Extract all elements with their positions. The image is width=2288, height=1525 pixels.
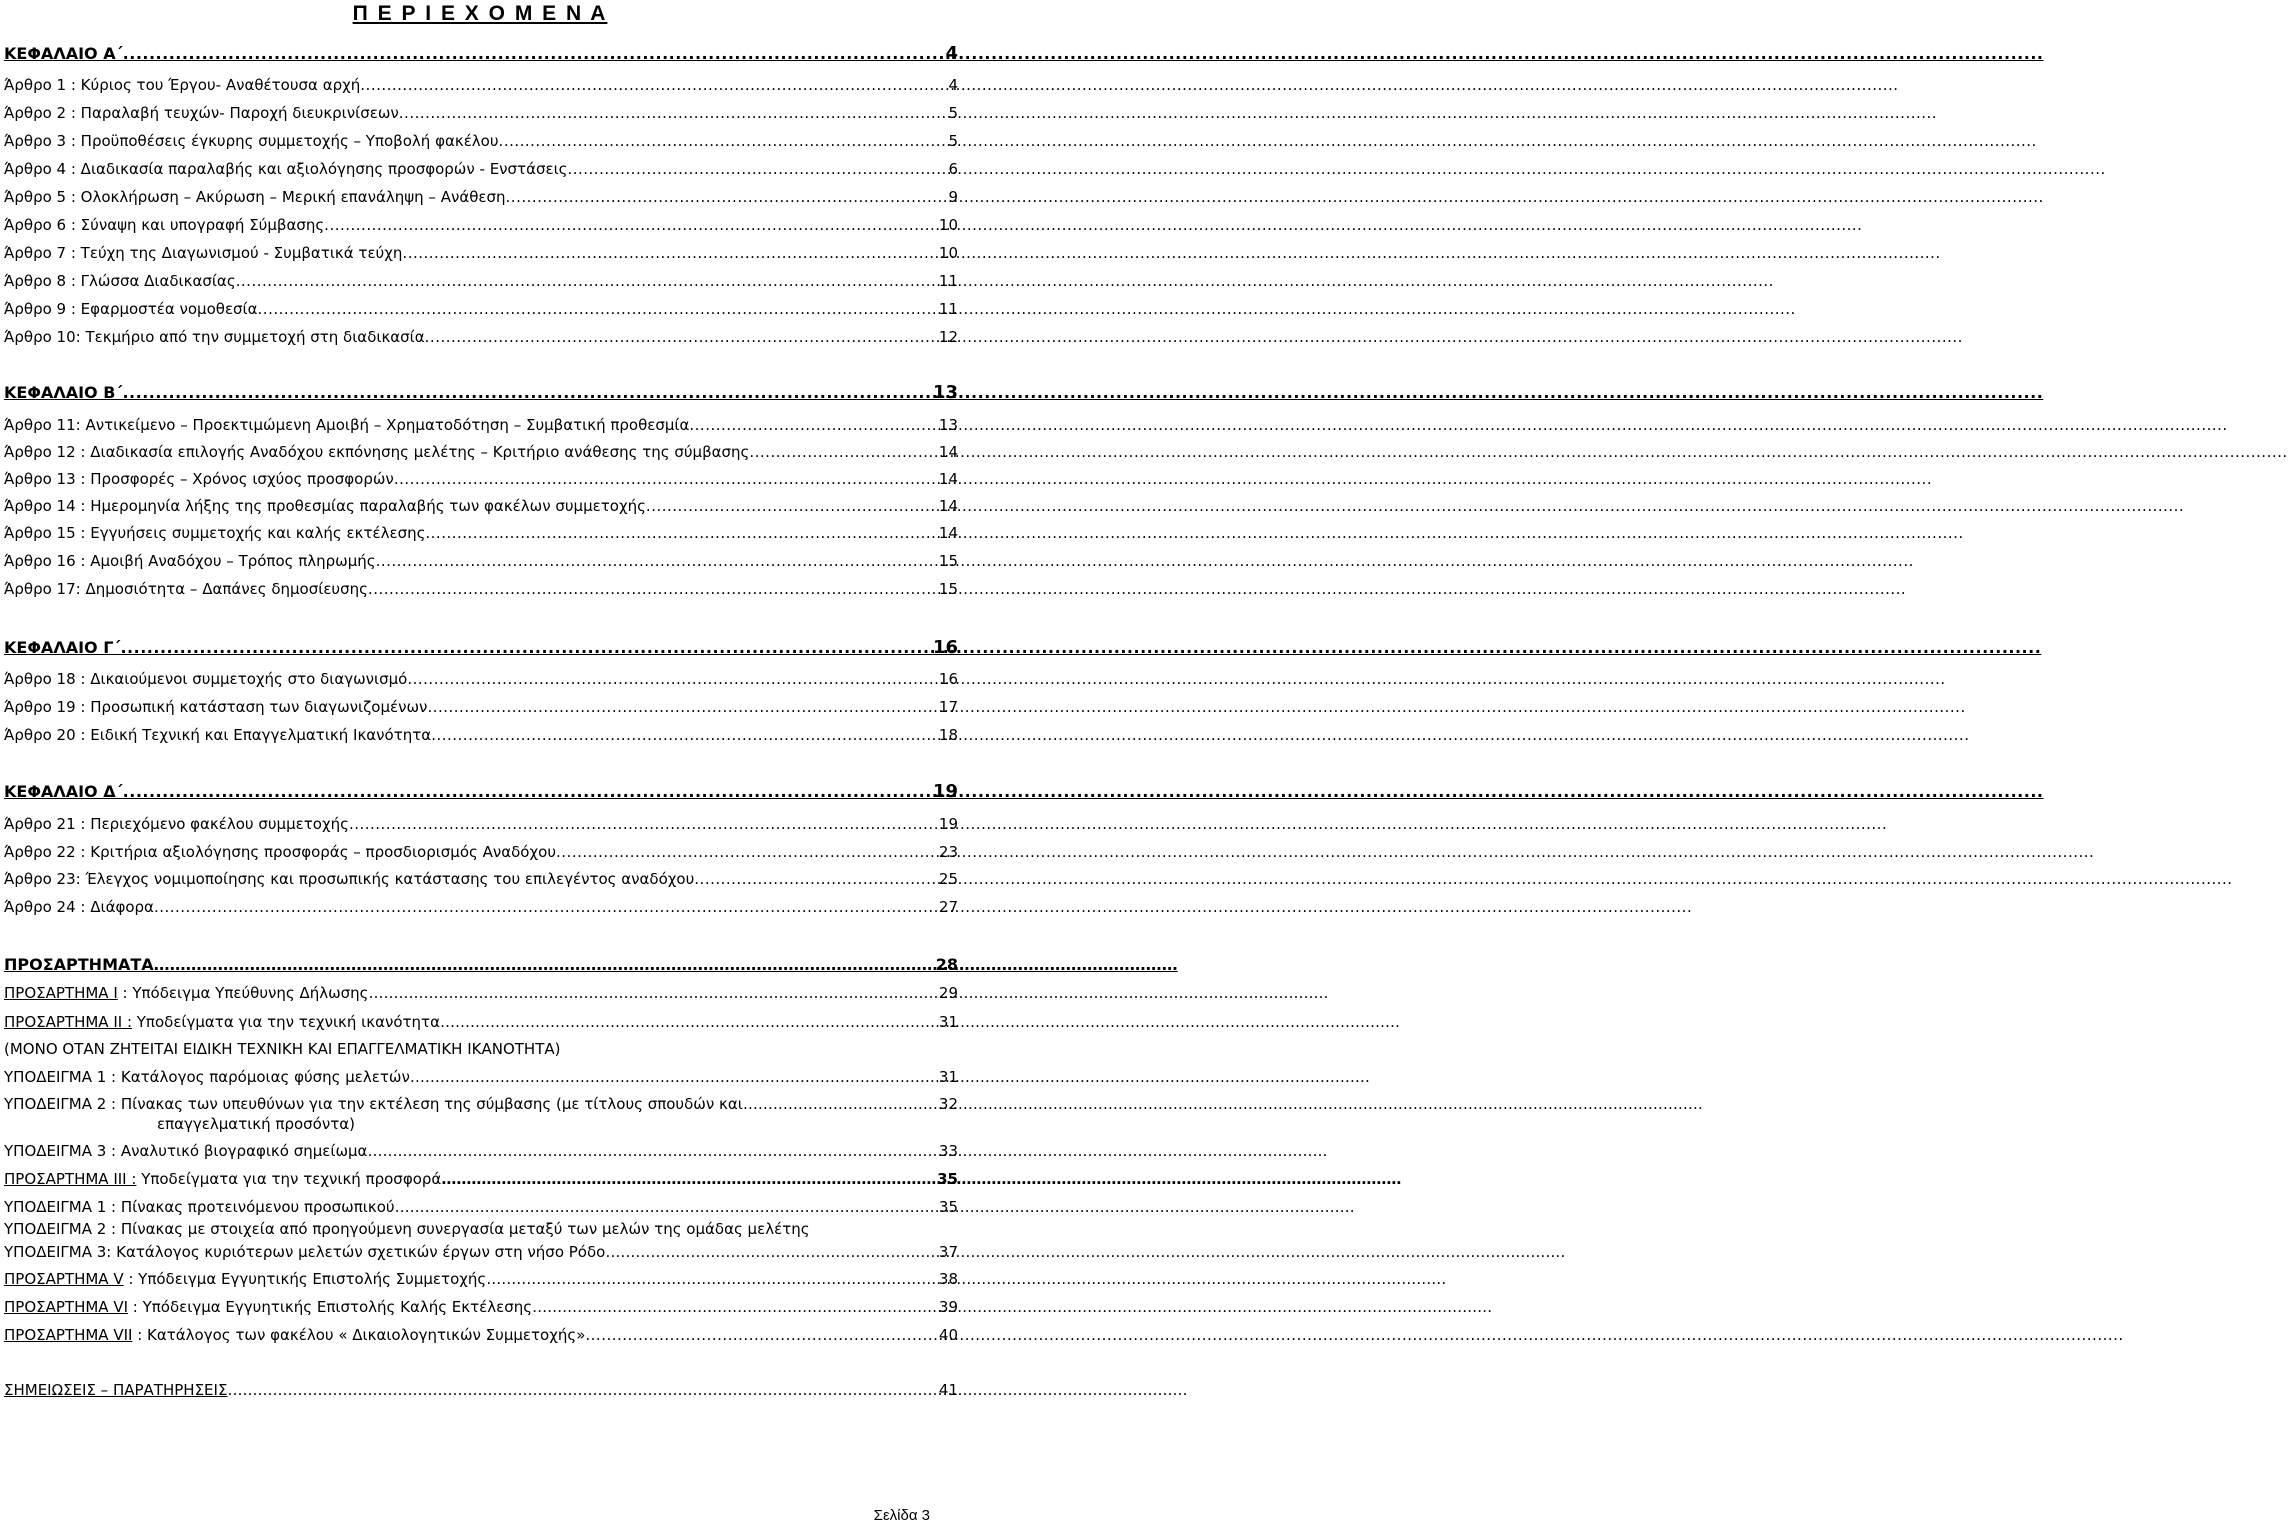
toc-chapter-d[interactable] [4,781,958,805]
appendix-label: ΠΡΟΣΑΡΤΗΜΑ VII [4,1326,133,1344]
dot-leader [367,1140,938,1162]
toc-item[interactable] [4,668,958,692]
toc-item[interactable] [4,130,958,154]
page-number: 4 [945,43,958,64]
page-number: 37 [938,1243,958,1261]
toc-item-text: Άρθρο 3 : Προϋποθέσεις έγκυρης συμμετοχής – Υποβολή φακέλου [4,132,499,150]
toc-item-text: : Κατάλογος των φακέλου « Δικαιολογητικών Συμμετοχής» [132,1326,586,1344]
page-number: 16 [932,637,958,658]
dot-leader [402,242,938,264]
toc-item-text: Άρθρο 24 : Διάφορα [4,898,154,916]
toc-item-text: : Υπόδειγμα Εγγυητικής Επιστολής Καλής Εκτέλεσης [128,1298,533,1316]
toc-item-text: Άρθρο 10: Τεκμήριο από την συμμετοχή στη διαδικασία [4,328,425,346]
dot-leader [506,186,949,208]
toc-item[interactable] [4,414,958,438]
toc-item-text: Άρθρο 23: Έλεγχος νομιμοποίησης και προσωπικής κατάστασης του επιλεγέντος αναδόχου [4,870,695,888]
toc-item-text: Άρθρο 20 : Ειδική Τεχνική και Επαγγελματική Ικανότητα [4,726,432,744]
toc-item-text: ΥΠΟΔΕΙΓΜΑ 1 : Κατάλογος παρόμοιας φύσης μελετών [4,1068,410,1086]
page-number: 11 [938,300,958,318]
page-number: 28 [935,955,958,974]
toc-item-text: Άρθρο 17: Δημοσιότητα – Δαπάνες δημοσίευσης [4,580,368,598]
dot-leader [431,724,939,746]
toc-appendix-7[interactable] [4,1324,958,1348]
toc-item[interactable] [4,186,958,210]
page-number: 31 [938,1013,958,1031]
page-number: 14 [938,497,958,515]
dot-leader [368,982,938,1004]
toc-item[interactable] [4,242,958,266]
toc-item[interactable] [4,841,958,865]
toc-item-text: Άρθρο 4 : Διαδικασία παραλαβής και αξιολόγησης προσφορών - Ενστάσεις [4,160,568,178]
page-number: 14 [938,470,958,488]
dot-leader [399,102,949,124]
chapter-label: ΚΕΦΑΛΑΙΟ Γ΄ [4,638,121,657]
page-number: 33 [938,1142,958,1160]
page-number: 40 [938,1326,958,1344]
toc-item-text: Άρθρο 9 : Εφαρμοστέα νομοθεσία [4,300,258,318]
dot-leader [585,1324,939,1346]
page-number: 10 [938,244,958,262]
toc-item-text: ΥΠΟΔΕΙΓΜΑ 2 : Πίνακας των υπευθύνων για την εκτέλεση της σύμβασης (με τίτλους σπουδών και [4,1095,743,1113]
page-number: 27 [938,898,958,916]
toc-chapter-c[interactable] [4,637,958,661]
dot-leader [694,868,939,890]
toc-item-text: Άρθρο 1 : Κύριος του Έργου- Αναθέτουσα αρχή [4,76,361,94]
toc-item-text: Άρθρο 18 : Δικαιούμενοι συμμετοχής στο διαγωνισμό [4,670,408,688]
toc-item-text: Άρθρο 6 : Σύναψη και υπογραφή Σύμβασης [4,216,325,234]
dot-leader [154,896,939,918]
toc-item[interactable] [4,522,958,546]
toc-item[interactable] [4,326,958,350]
toc-item[interactable] [4,578,958,602]
page-number: 19 [932,781,958,802]
appendix-label: ΠΡΟΣΑΡΤΗΜΑ ΙΙΙ : [4,1170,137,1188]
toc-item-text: Υποδείγματα για την τεχνική προσφορά [136,1170,442,1188]
page-number: 18 [938,726,958,744]
dot-leader [154,954,936,976]
toc-sample-3[interactable] [4,1140,958,1164]
toc-appendix-2[interactable] [4,1011,958,1035]
toc-item-text: : Υπόδειγμα Εγγυητικής Επιστολής Συμμετοχής [123,1270,487,1288]
toc-sample-t1[interactable] [4,1196,958,1220]
toc-item-continuation: επαγγελματική προσόντα) [157,1115,355,1133]
toc-item-text: Άρθρο 19 : Προσωπική κατάσταση των διαγωνιζομένων [4,698,428,716]
chapter-label: ΚΕΦΑΛΑΙΟ Β΄ [4,383,123,402]
appendix-label: ΠΡΟΣΑΡΤΗΜΑ V [4,1270,124,1288]
toc-item-text: Άρθρο 5 : Ολοκλήρωση – Ακύρωση – Μερική επανάληψη – Ανάθεση [4,188,506,206]
notes-label: ΣΗΜΕΙΩΣΕΙΣ – ΠΑΡΑΤΗΡΗΣΕΙΣ [4,1381,228,1399]
dot-leader [427,696,938,718]
toc-item[interactable] [4,896,958,920]
toc-item-text: : Υπόδειγμα Υπεύθυνης Δήλωσης [117,984,369,1002]
toc-item[interactable] [4,724,958,748]
page-number: 19 [938,815,958,833]
toc-chapter-a[interactable] [4,43,958,67]
toc-item[interactable] [4,468,958,492]
toc-item-text: Άρθρο 14 : Ημερομηνία λήξης της προθεσμίας παραλαβής των φακέλων συμμετοχής [4,497,646,515]
appendix-label: ΠΡΟΣΑΡΤΗΜΑ ΙΙ : [4,1013,132,1031]
dot-leader [123,781,933,803]
toc-appendix-5[interactable] [4,1268,958,1292]
toc-item-text: ΥΠΟΔΕΙΓΜΑ 2 : Πίνακας με στοιχεία από προηγούμενη συνεργασία μεταξύ των μελών της ομάδας μελέτης [4,1220,810,1238]
dot-leader [324,214,939,236]
toc-item-text: ΥΠΟΔΕΙΓΜΑ 1 : Πίνακας προτεινόμενου προσωπικού [4,1198,395,1216]
toc-item-text: Άρθρο 7 : Τεύχη της Διαγωνισμού - Συμβατικά τεύχη [4,244,403,262]
dot-leader [605,1241,939,1263]
dot-leader [532,1296,939,1318]
dot-leader [368,578,939,600]
toc-item-text: ΥΠΟΔΕΙΓΜΑ 3: Κατάλογος κυριότερων μελετών σχετικών έργων στη νήσο Ρόδο [4,1243,606,1261]
toc-item[interactable] [4,270,958,294]
appendix-label: ΠΡΟΣΑΡΤΗΜΑ Ι [4,984,118,1002]
dot-leader [394,468,939,490]
page-number: 9 [948,188,958,206]
dot-leader [122,382,932,404]
toc-item[interactable] [4,813,958,837]
page-number: 6 [948,160,958,178]
page-number: 25 [938,870,958,888]
toc-item[interactable] [4,214,958,238]
page-number: 13 [938,416,958,434]
dot-leader [567,158,948,180]
dot-leader [646,495,939,517]
toc-appendices[interactable] [4,954,958,978]
toc-sample-2[interactable] [4,1093,958,1117]
toc-item-text: Άρθρο 11: Αντικείμενο – Προεκτιμώμενη Αμοιβή – Χρηματοδότηση – Συμβατική προθεσμία [4,416,690,434]
toc-item[interactable] [4,868,958,892]
dot-leader [749,441,939,463]
toc-sample-1[interactable] [4,1066,958,1090]
page-number: 35 [937,1170,958,1188]
chapter-label: ΚΕΦΑΛΑΙΟ Δ΄ [4,782,123,801]
dot-leader [227,1379,938,1401]
dot-leader [123,43,946,65]
toc-item[interactable] [4,441,958,465]
dot-leader [486,1268,939,1290]
toc-appendix-3[interactable] [4,1168,958,1192]
page-number: 11 [938,272,958,290]
toc-item[interactable] [4,74,958,98]
page-number: 29 [938,984,958,1002]
toc-item-text: Υποδείγματα για την τεχνική ικανότητα [132,1013,440,1031]
toc-item-text: Άρθρο 16 : Αμοιβή Αναδόχου – Τρόπος πληρωμής [4,552,376,570]
page-number: 23 [938,843,958,861]
page-number: 14 [938,524,958,542]
toc-notes[interactable] [4,1379,958,1403]
toc-item[interactable] [4,102,958,126]
toc-item-text: Άρθρο 21 : Περιεχόμενο φακέλου συμμετοχής [4,815,349,833]
page-number: 10 [938,216,958,234]
toc-item[interactable] [4,550,958,574]
dot-leader [425,522,939,544]
dot-leader [556,841,939,863]
page-number: 14 [938,443,958,461]
page-number: 4 [948,76,958,94]
page-number: 15 [938,580,958,598]
toc-appendix-1[interactable] [4,982,958,1006]
toc-sample-t2[interactable] [4,1218,958,1242]
page-number: 13 [932,382,958,403]
dot-leader [407,668,939,690]
toc-item[interactable] [4,495,958,519]
page-number: 41 [938,1381,958,1399]
toc-item[interactable] [4,696,958,720]
page-number: 5 [948,132,958,150]
dot-leader [349,813,939,835]
appendices-label: ΠΡΟΣΑΡΤΗΜΑΤΑ [4,955,154,974]
dot-leader [689,414,939,436]
toc-item[interactable] [4,158,958,182]
dot-leader [236,270,939,292]
dot-leader [499,130,949,152]
toc-item-text: Άρθρο 13 : Προσφορές – Χρόνος ισχύος προσφορών [4,470,394,488]
toc-item-text: Άρθρο 22 : Κριτήρια αξιολόγησης προσφοράς – προσδιορισμός Αναδόχου [4,843,557,861]
appendix-note: (ΜΟΝΟ ΟΤΑΝ ΖΗΤΕΙΤΑΙ ΕΙΔΙΚΗ ΤΕΧΝΙΚΗ ΚΑΙ ΕΠΑΓΓΕΛΜΑΤΙΚΗ ΙΚΑΝΟΤΗΤΑ) [4,1040,561,1058]
toc-appendix-6[interactable] [4,1296,958,1320]
dot-leader [440,1011,939,1033]
page-number: 12 [938,328,958,346]
toc-item[interactable] [4,298,958,322]
page-number: 32 [938,1095,958,1113]
dot-leader [258,298,939,320]
dot-leader [360,74,948,96]
toc-item-text: ΥΠΟΔΕΙΓΜΑ 3 : Αναλυτικό βιογραφικό σημείωμα [4,1142,368,1160]
chapter-label: ΚΕΦΑΛΑΙΟ Α΄ [4,44,123,63]
page-number: 35 [938,1198,958,1216]
page-number: 16 [938,670,958,688]
toc-item-text: Άρθρο 15 : Εγγυήσεις συμμετοχής και καλής εκτέλεσης [4,524,426,542]
page-number: 5 [948,104,958,122]
toc-item-text: Άρθρο 8 : Γλώσσα Διαδικασίας [4,272,236,290]
page-footer: Σελίδα 3 [873,1507,930,1524]
appendix-label: ΠΡΟΣΑΡΤΗΜΑ VI [4,1298,129,1316]
dot-leader [743,1093,939,1115]
page-number: 17 [938,698,958,716]
dot-leader [376,550,939,572]
dot-leader [425,326,939,348]
toc-item-text: Άρθρο 12 : Διαδικασία επιλογής Αναδόχου εκπόνησης μελέτης – Κριτήριο ανάθεσης της σύμβασης [4,443,750,461]
page-number: 39 [938,1298,958,1316]
dot-leader [410,1066,939,1088]
toc-item-text: Άρθρο 2 : Παραλαβή τευχών- Παροχή διευκρινίσεων [4,104,399,122]
toc-chapter-b[interactable] [4,382,958,406]
toc-sample-t3[interactable] [4,1241,958,1265]
page-number: 38 [938,1270,958,1288]
dot-leader [441,1168,937,1190]
dot-leader [395,1196,939,1218]
page-number: 31 [938,1068,958,1086]
page-number: 15 [938,552,958,570]
dot-leader [120,637,932,659]
page-title: Π Ε Ρ Ι Ε Χ Ο Μ Ε Ν Α [352,2,608,25]
